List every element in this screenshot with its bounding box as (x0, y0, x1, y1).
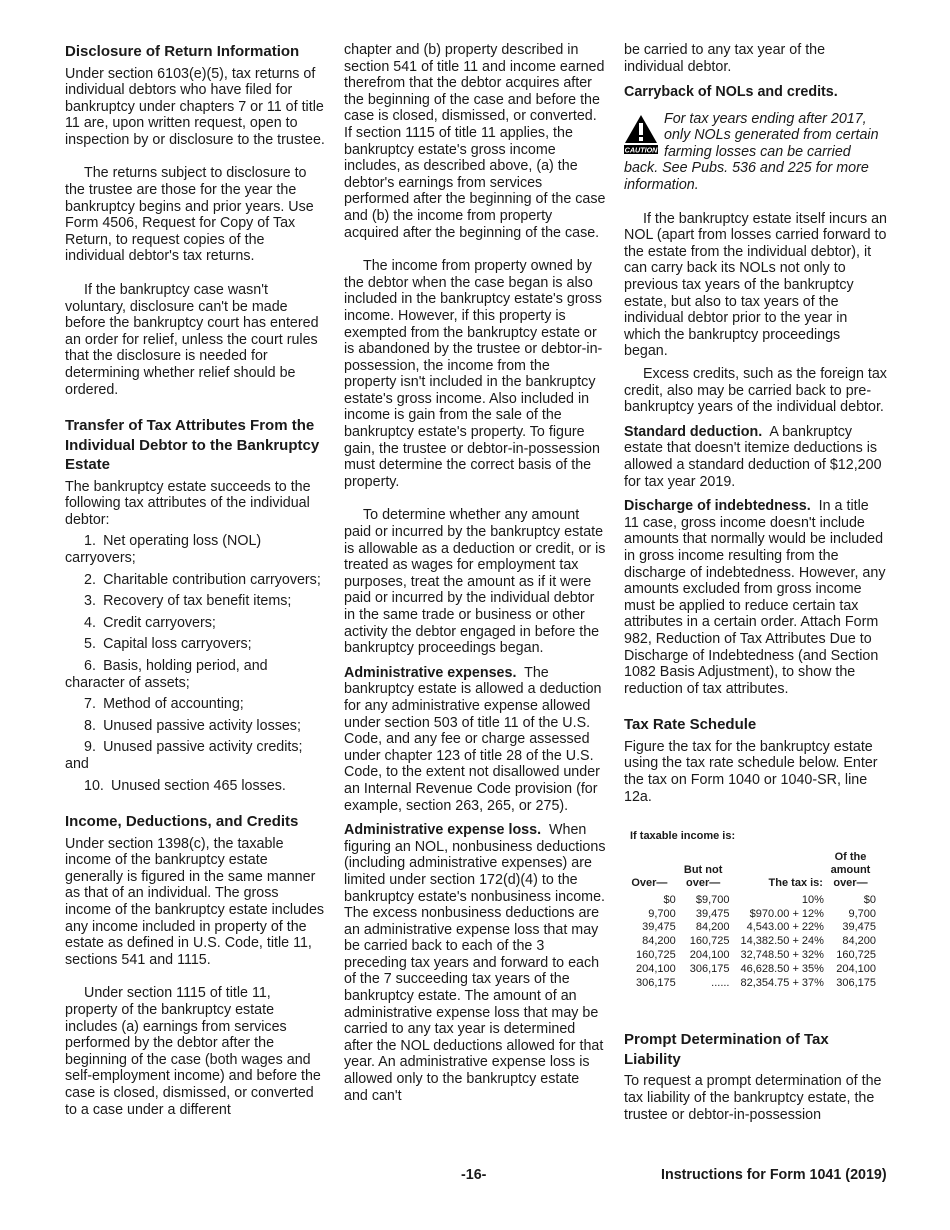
column-3 (624, 42, 887, 1123)
table-cell: $9,700 (695, 893, 730, 906)
heading-carryback: Carryback of NOLs and credits. (624, 84, 838, 101)
list-item: 9. Unused passive activity credits; and (65, 739, 303, 772)
heading-tax-rate: Tax Rate Schedule (624, 716, 757, 734)
table-cell: 39,475 (842, 921, 876, 934)
paragraph-text: The bankruptcy estate is allowed a deduction for any administrative expense allowed under section 503 of title 11 of the U.S. Code, and any fee or charge assessed under chapter 123 of title 28 of the U.S. Code, to the extent not disallowed under an Internal Revenue Code provision (for example, section 263, 265, or 275). (344, 664, 602, 814)
table-row (624, 894, 878, 908)
table-cell: 39,475 (642, 921, 676, 934)
caution-label: CAUTION (624, 144, 658, 154)
table-cell: 82,354.75 + 37% (740, 976, 824, 989)
table-cell: 32,748.50 + 32% (740, 948, 824, 961)
paragraph: chapter and (b) property described in section 541 of title 11 and income earned therefrom that the debtor acquires after the beginning of the case and before the case is closed, dismissed, or converted. If section 1115 of title 11 applies, the bankruptcy estate's gross income includes, as described above, (a) the debtor's earnings from services performed after the beginning of the case and (b) the income from property acquired after the beginning of the case. (344, 42, 606, 241)
heading-income: Income, Deductions, and Credits (65, 813, 299, 831)
column-header: But not over— (683, 863, 723, 889)
paragraph-text: A bankruptcy estate that doesn't itemize deductions is allowed a standard deduction of $12,200 for tax year 2019. (624, 423, 882, 490)
paragraph: To request a prompt determination of the tax liability of the bankruptcy estate, the trustee or debtor-in-possession (624, 1073, 882, 1123)
standard-deduction-paragraph (624, 424, 887, 490)
discharge-paragraph (624, 498, 887, 697)
column-1 (65, 42, 327, 1118)
paragraph: The bankruptcy estate succeeds to the following tax attributes of the individual debtor: (65, 478, 311, 528)
table-row (624, 921, 878, 935)
table-cell: 10% (801, 893, 824, 906)
table-cell: 204,100 (635, 962, 676, 975)
list-item: 4. Credit carryovers; (84, 614, 216, 631)
run-in-heading: Administrative expenses. (344, 664, 517, 681)
table-row (624, 949, 878, 963)
paragraph: Figure the tax for the bankruptcy estate using the tax rate schedule below. Enter the tax on Form 1040 or 1040-SR, line 12a. (624, 738, 878, 805)
document-title: Instructions for Form 1041 (2019) (661, 1167, 887, 1183)
table-cell: 306,175 (689, 962, 730, 975)
page-number: -16- (461, 1167, 487, 1183)
paragraph: be carried to any tax year of the individual debtor. (624, 42, 826, 75)
tax-rate-table (624, 851, 878, 991)
column-header: The tax is: (768, 876, 823, 889)
list-item: 6. Basis, holding period, and character of assets; (65, 658, 268, 691)
paragraph-text: In a title 11 case, gross income doesn't include amounts that normally would be included in gross income resulting from the discharge of indebtedness. However, any amounts excluded from gross income must be applied to reduce certain tax attributes in a certain order. Attach Form 982, Reduction of Tax Attributes Due to Discharge of Indebtedness (and Section 1082 Basis Adjustment), to show the reduction of tax attributes. (624, 498, 886, 697)
heading-disclosure: Disclosure of Return Information (65, 43, 300, 60)
paragraph: Under section 1115 of title 11, property of the bankruptcy estate includes (a) earnings from services performed by the debtor after the beginning of the case (both wages and self-employment income) and before the case is closed, dismissed, or converted to a case under a different (65, 985, 321, 1118)
paragraph-text: When figuring an NOL, nonbusiness deductions (including administrative expenses) are limited under section 172(d)(4) to the bankruptcy estate's nonbusiness income. The excess nonbusiness deductions are an administrative expense loss that may be carried back to each of the 3 preceding tax years and forward to each of the 7 succeeding tax years of the bankruptcy estate. The amount of an administrative expense loss that may be carried to any tax year is determined after the NOL deductions allowed for that year. An administrative expense loss is allowed only to the bankruptcy estate and can't (344, 822, 606, 1104)
table-cell: 160,725 (689, 935, 730, 948)
list-item: 8. Unused passive activity losses; (84, 717, 301, 734)
table-cell: 84,200 (842, 935, 876, 948)
table-cell: 160,725 (635, 948, 676, 961)
paragraph: If the bankruptcy case wasn't voluntary, disclosure can't be made before the bankruptcy court has entered an order for relief, unless the court rules that the disclosure is needed for determining whether relief should be ordered. (65, 282, 319, 398)
admin-loss-paragraph (344, 822, 606, 1104)
column-header: Of the amount over— (830, 850, 871, 889)
table-cell: 306,175 (635, 976, 676, 989)
table-cell: $0 (863, 893, 876, 906)
list-item: 7. Method of accounting; (84, 696, 244, 713)
column-header: Over— (631, 876, 668, 889)
list-item: 2. Charitable contribution carryovers; (84, 571, 321, 588)
admin-expenses-paragraph (344, 665, 606, 814)
table-row (624, 977, 878, 991)
table-cell: 39,475 (695, 907, 730, 920)
table-cell: 204,100 (689, 948, 730, 961)
paragraph: If the bankruptcy estate itself incurs an NOL (apart from losses carried forward to the estate from the individual debtor), it can carry back its NOLs not only to previous tax years of the bankruptcy estate, but also to tax years of the individual debtor prior to the year in which the bankruptcy proceedings began. (624, 210, 887, 360)
list-item: 1. Net operating loss (NOL) carryovers; (65, 533, 262, 567)
list-item: 5. Capital loss carryovers; (84, 636, 252, 653)
list-item: 10. Unused section 465 losses. (84, 777, 286, 794)
table-cell: ...... (711, 976, 730, 989)
paragraph: Excess credits, such as the foreign tax credit, also may be carried back to pre-bankruptcy years of the individual debtor. (624, 366, 887, 416)
run-in-heading: Administrative expense loss. (344, 822, 542, 839)
table-cell: 306,175 (836, 976, 876, 989)
caution-text: For tax years ending after 2017, only NOLs generated from certain farming losses can be carried back. See Pubs. 536 and 225 for more information. (624, 110, 879, 194)
run-in-heading: Discharge of indebtedness. (624, 498, 811, 515)
list-item: 3. Recovery of tax benefit items; (84, 593, 292, 610)
paragraph: Under section 1398(c), the taxable income of the bankruptcy estate generally is figured in the same manner as that of an individual. The gross income of the bankruptcy estate includes any income included in property of the estate as defined in U.S. Code, title 11, sections 541 and 1115. (65, 835, 325, 968)
table-cell: 160,725 (836, 948, 876, 961)
table-cell: 4,543.00 + 22% (746, 921, 824, 934)
table-cell: 84,200 (642, 935, 676, 948)
table-cell: $0 (663, 893, 676, 906)
table-cell: 14,382.50 + 24% (740, 935, 824, 948)
attribute-list (65, 533, 327, 794)
column-2 (344, 42, 606, 1104)
table-cell: 46,628.50 + 35% (740, 962, 824, 975)
paragraph: To determine whether any amount paid or incurred by the bankruptcy estate is allowable as a deduction or credit, or is treated as wages for employment tax purposes, treat the amount as if it were paid or incurred by the individual debtor in the same trade or business or other activity the debtor engaged in before the bankruptcy proceedings began. (344, 507, 606, 657)
paragraph: Under section 6103(e)(5), tax returns of individual debtors who have filed for bankruptcy under chapters 7 or 11 of title 11 are, upon written request, open to inspection by or disclosure to the trustee. (65, 65, 325, 148)
table-cell: 9,700 (848, 907, 876, 920)
heading-prompt-determination: Prompt Determination of Tax Liability (624, 1031, 829, 1068)
table-cell: $970.00 + 12% (749, 907, 824, 920)
heading-transfer: Transfer of Tax Attributes From the Individual Debtor to the Bankruptcy Estate (65, 417, 320, 474)
caution-note (624, 111, 887, 194)
table-row (624, 935, 878, 949)
paragraph: The income from property owned by the debtor when the case began is also included in the bankruptcy estate's gross income. However, if this property is exempted from the bankruptcy estate or is abandoned by the trustee or debtor-in-possession, the income from the property isn't included in the bankruptcy estate's gross income. Also included in income is gain from the sale of the bankruptcy estate's property. To figure gain, the trustee or debtor-in-possession must determine the correct basis of the property. (344, 258, 603, 490)
paragraph: The returns subject to disclosure to the trustee are those for the year the bankruptcy begins and prior years. Use Form 4506, Request for Copy of Tax Return, to request copies of the individual debtor's tax returns. (65, 165, 314, 265)
table-header-row (624, 851, 878, 894)
caution-icon (624, 114, 658, 154)
table-cell: 9,700 (648, 907, 676, 920)
run-in-heading: Standard deduction. (624, 423, 763, 440)
table-cell: 204,100 (836, 962, 876, 975)
table-row (624, 908, 878, 922)
table-row (624, 963, 878, 977)
table-cell: 84,200 (695, 921, 730, 934)
tax-table-title: If taxable income is: (630, 830, 736, 843)
